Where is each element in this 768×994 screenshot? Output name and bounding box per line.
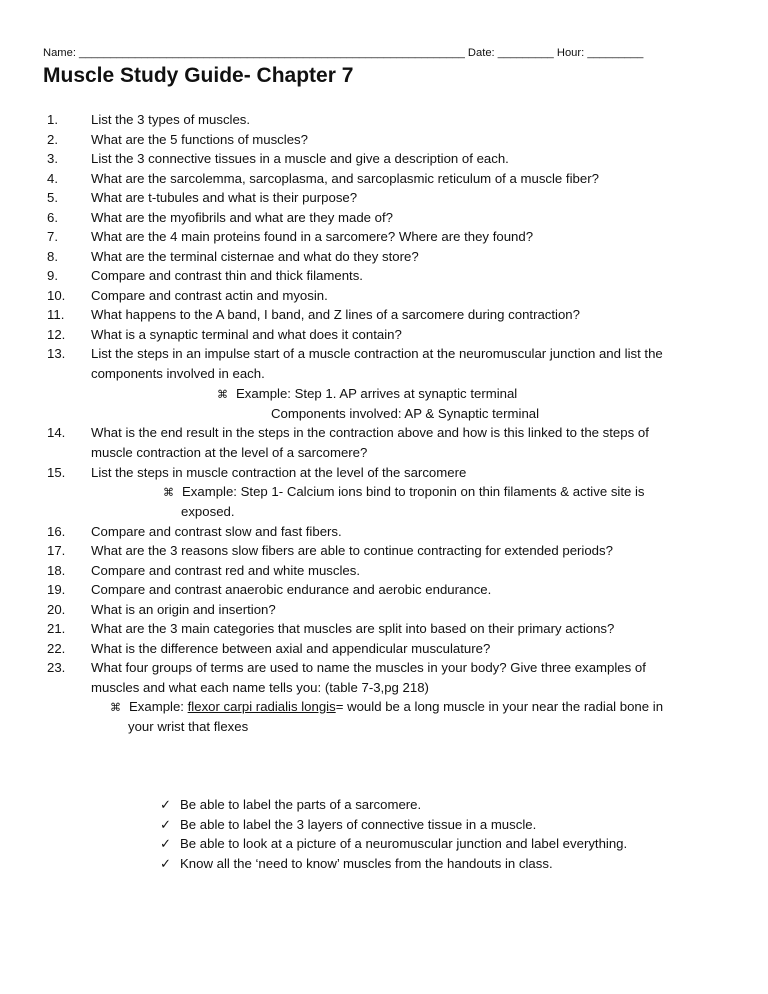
question-text: What are the 3 main categories that muscles are split into based on their primary actions?: [91, 621, 615, 636]
question-text: What are the terminal cisternae and what do they store?: [91, 249, 419, 264]
example-line: Components involved: AP & Synaptic terminal: [271, 406, 540, 421]
question-text: List the steps in an impulse start of a muscle contraction at the neuromuscular junction and list the: [91, 346, 663, 361]
question-number: 16.: [47, 524, 66, 539]
question-number: 8.: [47, 249, 58, 264]
question-number: 3.: [47, 151, 58, 166]
question-text: Compare and contrast red and white muscles.: [91, 563, 361, 578]
question-text: What are the 3 reasons slow fibers are able to continue contracting for extended periods?: [91, 543, 613, 558]
checklist-item: [160, 834, 627, 854]
question-number: 19.: [47, 582, 66, 597]
example-line: [163, 482, 645, 504]
question-text: What are the 4 main proteins found in a sarcomere? Where are they found?: [91, 229, 534, 244]
question-number: 20.: [47, 602, 66, 617]
question-text: List the 3 types of muscles.: [91, 112, 251, 127]
question-text: What are the sarcolemma, sarcoplasma, and sarcoplasmic reticulum of a muscle fiber?: [91, 171, 599, 186]
question-text: What are the myofibrils and what are they made of?: [91, 210, 393, 225]
example-term: flexor carpi radialis longis: [187, 699, 336, 714]
question-text: What is a synaptic terminal and what does it contain?: [91, 327, 402, 342]
example-line: [217, 384, 517, 406]
name-date-hour-line: Name: ______________________________________________________________ Date: _________ Hour: _________: [43, 47, 644, 59]
checkmark-icon: ✓: [160, 856, 172, 871]
question-number: 2.: [47, 132, 58, 147]
question-number: 11.: [47, 307, 65, 322]
example-prefix: Example:: [129, 699, 188, 714]
bullet-icon: ⌘: [217, 389, 228, 401]
checklist-text: Be able to look at a picture of a neuromuscular junction and label everything.: [180, 836, 628, 851]
question-text: Compare and contrast anaerobic endurance and aerobic endurance.: [91, 582, 492, 597]
question-number: 23.: [47, 660, 66, 675]
example-text: = would be a long muscle in your near the radial bone in: [335, 699, 664, 714]
question-text: What four groups of terms are used to name the muscles in your body? Give three examples of: [91, 660, 646, 675]
question-text: Compare and contrast actin and myosin.: [91, 288, 328, 303]
question-number: 15.: [47, 465, 66, 480]
question-number: 12.: [47, 327, 66, 342]
question-text: What is the difference between axial and appendicular musculature?: [91, 641, 491, 656]
example-line: [110, 697, 663, 719]
bullet-icon: ⌘: [163, 487, 174, 499]
checkmark-icon: ✓: [160, 817, 172, 832]
checklist-item: [160, 854, 553, 874]
example-line: exposed.: [181, 504, 235, 519]
question-text: What are t-tubules and what is their purpose?: [91, 190, 358, 205]
question-number: 4.: [47, 171, 58, 186]
question-number: 17.: [47, 543, 66, 558]
bullet-icon: ⌘: [110, 702, 121, 714]
checkmark-icon: ✓: [160, 797, 172, 812]
example-line: your wrist that flexes: [128, 719, 249, 734]
question-continuation: components involved in each.: [91, 366, 265, 381]
question-text: Compare and contrast slow and fast fibers.: [91, 524, 342, 539]
checklist-text: Be able to label the parts of a sarcomere.: [180, 797, 422, 812]
example-text: Example: Step 1. AP arrives at synaptic terminal: [236, 386, 518, 401]
example-text: Example: Step 1- Calcium ions bind to troponin on thin filaments & active site is: [182, 484, 645, 499]
question-number: 22.: [47, 641, 66, 656]
checklist-item: [160, 795, 421, 815]
question-number: 9.: [47, 268, 58, 283]
checklist-text: Be able to label the 3 layers of connective tissue in a muscle.: [180, 817, 537, 832]
checkmark-icon: ✓: [160, 836, 172, 851]
checklist-text: Know all the ‘need to know’ muscles from the handouts in class.: [180, 856, 553, 871]
question-number: 6.: [47, 210, 58, 225]
question-number: 21.: [47, 621, 66, 636]
question-number: 5.: [47, 190, 58, 205]
question-text: What are the 5 functions of muscles?: [91, 132, 308, 147]
question-number: 1.: [47, 112, 58, 127]
question-number: 13.: [47, 346, 66, 361]
question-number: 18.: [47, 563, 66, 578]
question-number: 7.: [47, 229, 58, 244]
question-text: List the steps in muscle contraction at the level of the sarcomere: [91, 465, 467, 480]
question-text: What is an origin and insertion?: [91, 602, 276, 617]
question-text: Compare and contrast thin and thick filaments.: [91, 268, 363, 283]
question-number: 10.: [47, 288, 66, 303]
question-number: 14.: [47, 425, 66, 440]
page-title: Muscle Study Guide- Chapter 7: [43, 64, 354, 87]
question-text: List the 3 connective tissues in a muscle and give a description of each.: [91, 151, 509, 166]
question-continuation: muscles and what each name tells you: (table 7-3,pg 218): [91, 680, 429, 695]
question-text: What happens to the A band, I band, and Z lines of a sarcomere during contraction?: [91, 307, 580, 322]
question-text: What is the end result in the steps in the contraction above and how is this linked to the steps of: [91, 425, 649, 440]
checklist-item: [160, 815, 536, 835]
question-continuation: muscle contraction at the level of a sarcomere?: [91, 445, 368, 460]
